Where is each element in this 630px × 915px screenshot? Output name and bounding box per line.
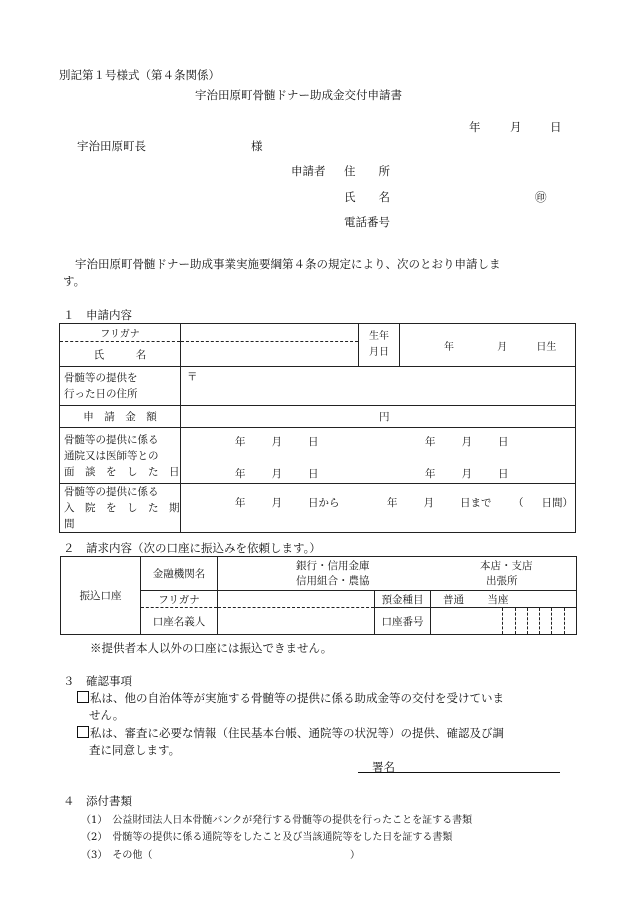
address-label-1: 骨髄等の提供を	[64, 372, 138, 384]
attachment-1: （1） 公益財団法人日本骨髄バンクが発行する骨髄等の提供を行ったことを証する書類	[81, 815, 473, 826]
h-days-open: （	[513, 497, 524, 509]
page-title: 宇治田原町骨髄ドナー助成金交付申請書	[195, 88, 402, 102]
digit-box[interactable]	[502, 608, 514, 634]
account-note: ※提供者本人以外の口座には振込できません。	[90, 641, 333, 655]
attachment-2: （2） 骨髄等の提供に係る通院等をしたこと及び当該通院等をした日を証する書類	[81, 832, 453, 843]
bank-name-field[interactable]	[218, 557, 577, 591]
applicant-phone-label: 電話番号	[344, 215, 390, 229]
account-number-label: 口座番号	[375, 608, 431, 635]
transfer-account-label: 振込口座	[61, 557, 141, 635]
h-from-day: 日から	[308, 497, 340, 509]
deposit-type-field[interactable]	[431, 591, 577, 608]
postal-mark: 〒	[187, 371, 198, 383]
signature-line[interactable]	[358, 772, 560, 773]
name-label: 氏 名	[60, 342, 181, 367]
v4-year: 年	[425, 468, 436, 480]
confirm-item-1-text: 私は、他の自治体等が実施する骨髄等の提供に係る助成金等の交付を受けていま	[90, 691, 504, 705]
confirm-item-2	[77, 725, 504, 741]
v4-month: 月	[461, 468, 472, 480]
v4-day: 日	[498, 468, 509, 480]
account-digit-boxes	[491, 608, 576, 634]
deposit-toza[interactable]: 当座	[487, 593, 509, 606]
visit-date-3	[235, 466, 319, 481]
date-month: 月	[510, 120, 522, 134]
h-days: 日間）	[541, 497, 573, 509]
v1-month: 月	[271, 436, 282, 448]
confirm-item-2-text: 私は、審査に必要な情報（住民基本台帳、通院等の状況等）の提供、確認及び調	[90, 726, 504, 740]
bank-type-1: 銀行・信用金庫	[296, 560, 370, 572]
application-table	[59, 323, 576, 533]
v1-year: 年	[235, 436, 246, 448]
section1-heading: １ 申請内容	[63, 308, 132, 322]
account-holder-label: 口座名義人	[141, 608, 218, 635]
birth-label-1: 生年	[369, 331, 389, 342]
v2-day: 日	[498, 436, 509, 448]
account-furigana-field[interactable]	[218, 591, 375, 608]
section4-heading: ４ 添付書類	[63, 794, 132, 808]
visit-date-1	[235, 434, 319, 449]
branch-type-2: 出張所	[486, 575, 518, 587]
attachment-3-close: ）	[350, 850, 360, 861]
digit-box[interactable]	[527, 608, 539, 634]
v3-day: 日	[308, 468, 319, 480]
hospital-label	[60, 484, 190, 533]
furigana-field[interactable]	[181, 324, 359, 342]
account-holder-field[interactable]	[218, 608, 375, 635]
applicant-name-label: 氏 名	[344, 190, 390, 204]
checkbox-1[interactable]	[77, 691, 89, 703]
digit-box[interactable]	[551, 608, 563, 634]
hospital-label-1: 骨髄等の提供に係る	[64, 486, 159, 498]
bank-table	[60, 556, 577, 635]
amount-label: 申 請 金 額	[60, 406, 181, 428]
applicant-address-label: 住 所	[344, 164, 390, 178]
visit-label	[60, 428, 181, 484]
birth-month: 月	[497, 341, 508, 353]
checkbox-2[interactable]	[77, 726, 89, 738]
hospital-days	[513, 495, 573, 510]
confirm-item-1-cont: せん。	[89, 708, 125, 722]
hospital-label-2: 入 院 を し た 期 間	[64, 502, 190, 530]
h-to-year: 年	[387, 497, 398, 509]
v3-year: 年	[235, 468, 246, 480]
v3-month: 月	[271, 468, 282, 480]
deposit-futsu[interactable]: 普通	[443, 593, 464, 606]
hospital-period-field[interactable]	[181, 484, 576, 533]
address-label-2: 行った日の住所	[64, 388, 138, 400]
digit-box[interactable]	[515, 608, 527, 634]
yen-unit: 円	[379, 411, 390, 423]
visit-date-4	[425, 466, 509, 481]
visit-label-2: 通院又は医師等との	[64, 449, 159, 462]
visit-date-2	[425, 434, 509, 449]
h-from-year: 年	[235, 497, 246, 509]
v2-year: 年	[425, 436, 436, 448]
date-day: 日	[550, 120, 562, 134]
bank-name-label: 金融機関名	[141, 557, 218, 591]
address-field[interactable]	[181, 367, 576, 406]
applicant-label: 申請者	[291, 164, 326, 178]
amount-field[interactable]	[181, 406, 576, 428]
intro-text-cont: す。	[63, 274, 86, 288]
v2-month: 月	[461, 436, 472, 448]
digit-box[interactable]	[539, 608, 551, 634]
name-field[interactable]	[181, 342, 359, 367]
digit-box[interactable]	[491, 608, 502, 634]
section2-heading: ２ 請求内容（次の口座に振込みを依頼します。）	[63, 541, 321, 555]
addressee: 宇治田原町長	[77, 139, 146, 153]
birthdate-label	[359, 324, 400, 367]
signature-label: 署名	[372, 760, 395, 774]
birth-label-2: 月日	[369, 347, 389, 358]
deposit-type-label: 預金種目	[375, 591, 431, 608]
v1-day: 日	[308, 436, 319, 448]
birth-day: 日生	[536, 341, 557, 353]
section3-heading: ３ 確認事項	[63, 674, 132, 688]
birthdate-field[interactable]	[400, 324, 576, 367]
birth-year: 年	[444, 341, 454, 353]
form-id: 別記第１号様式（第４条関係）	[59, 68, 220, 82]
digit-box[interactable]	[564, 608, 576, 634]
h-to-day: 日まで	[460, 497, 492, 509]
account-furigana-label: フリガナ	[141, 591, 218, 608]
bank-type-2: 信用組合・農協	[296, 575, 370, 587]
seal-mark: ㊞	[535, 190, 547, 204]
account-number-field[interactable]	[431, 608, 577, 635]
confirm-item-2-cont: 査に同意します。	[89, 743, 181, 757]
attachment-3: （3） その他（	[81, 850, 153, 861]
visit-label-3: 面 談 を し た 日	[64, 465, 180, 478]
address-label	[60, 367, 181, 406]
confirm-item-1	[77, 690, 504, 706]
date-year: 年	[469, 120, 481, 134]
addressee-honorific: 様	[251, 139, 263, 153]
visit-dates-field[interactable]	[181, 428, 576, 484]
branch-type-1: 本店・支店	[480, 560, 533, 572]
visit-label-1: 骨髄等の提供に係る	[64, 433, 159, 446]
h-from-month: 月	[271, 497, 282, 509]
h-to-month: 月	[423, 497, 434, 509]
intro-text: 宇治田原町骨髄ドナー助成事業実施要綱第４条の規定により、次のとおり申請しま	[75, 257, 501, 271]
hospital-from	[235, 495, 340, 510]
furigana-label: フリガナ	[60, 324, 181, 342]
hospital-to	[387, 495, 492, 510]
